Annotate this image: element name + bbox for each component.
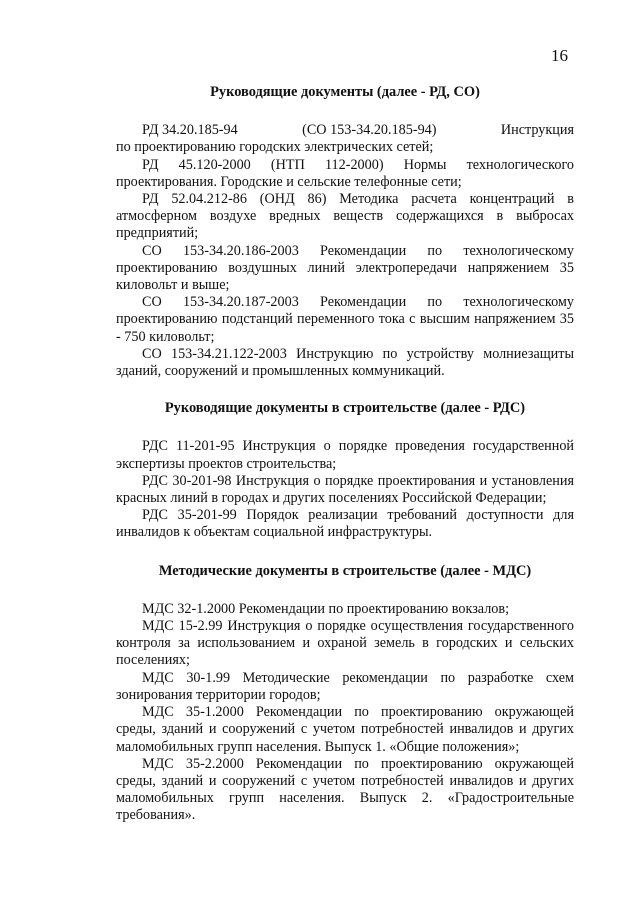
rds-entry-2: РДС 30-201-98 Инструкция о порядке проектирования и установления красных линий в городах и других поселениях Российской Федерации; [116,472,574,507]
mds-entry-1: МДС 32-1.2000 Рекомендации по проектированию вокзалов; [142,600,510,617]
rds-entry-1: РДС 11-201-95 Инструкция о порядке проведения государственной экспертизы проектов строительства; [116,438,574,472]
mds-entry-3: МДС 30-1.99 Методические рекомендации по разработке схем зонирования территории городов; [116,669,574,703]
document-body [116,84,574,825]
section-heading-rd: Руководящие документы (далее - РД, СО) [210,84,480,100]
rd-entry-6: СО 153-34.21.122-2003 Инструкцию по устройству молниезащиты зданий, сооружений и промышленных коммуникаций. [116,345,574,380]
section-heading-rds: Руководящие документы в строительстве (далее - РДС) [164,400,526,417]
rd-entry-1-type: Инструкция [500,122,574,139]
rd-entry-1-code: РД 34.20.185-94 [142,122,238,139]
mds-entry-5: МДС 35-2.2000 Рекомендации по проектированию окружающей среды, зданий и сооружений с учетом потребностей инвалидов и других маломобильных групп населения. Выпуск 2. «Градостроительные требования». [116,755,574,824]
mds-entry-2: МДС 15-2.99 Инструкция о порядке осуществления государственного контроля за использованием и охраной земель в городских и сельских поселениях; [116,618,574,669]
rd-entry-3: РД 52.04.212-86 (ОНД 86) Методика расчета концентраций в атмосферном воздухе вредных веществ содержащихся в выбросах предприятий; [116,191,574,242]
rd-entry-1-alt-code: (СО 153-34.20.185-94) [302,122,437,139]
page-number: 16 [551,46,568,65]
section-heading-mds: Методические документы в строительстве (далее - МДС) [158,562,532,579]
rd-entry-1-rest: по проектированию городских электрических сетей; [116,139,434,156]
rd-entry-5: СО 153-34.20.187-2003 Рекомендации по технологическому проектированию подстанций переменного тока с высшим напряжением 35 - 750 киловольт; [116,294,574,345]
rd-entry-4: СО 153-34.20.186-2003 Рекомендации по технологическому проектированию воздушных линий электропередачи напряжением 35 киловольт и выше; [116,242,574,294]
section-rds-entries [116,438,574,541]
rd-entry-1-first-line [116,122,574,139]
rd-entry-1 [116,122,574,156]
rds-entry-3: РДС 35-201-99 Порядок реализации требований доступности для инвалидов к объектам социальной инфраструктуры. [116,507,574,541]
mds-entry-4: МДС 35-1.2000 Рекомендации по проектированию окружающей среды, зданий и сооружений с учетом потребностей инвалидов и других маломобильных групп населения. Выпуск 1. «Общие положения»; [116,704,574,755]
rd-entry-2: РД 45.120-2000 (НТП 112-2000) Нормы технологического проектирования. Городские и сельские телефонные сети; [116,156,574,190]
section-rd-entries [116,122,574,380]
section-mds-entries [116,601,574,825]
